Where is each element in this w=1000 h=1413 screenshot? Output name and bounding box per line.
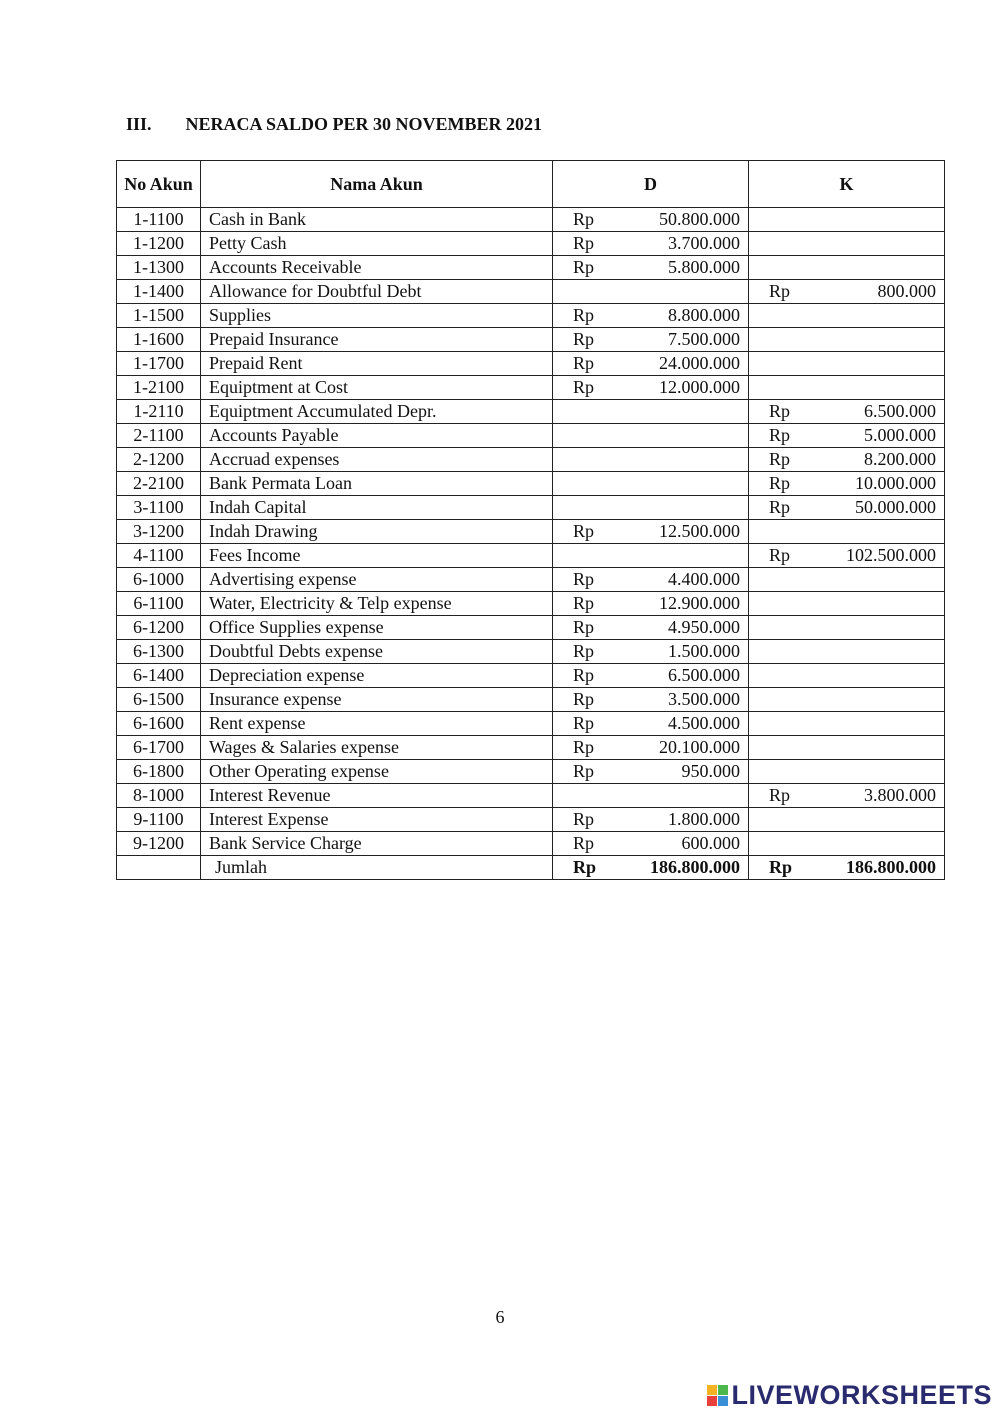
debit-amount <box>553 304 749 328</box>
account-no: 1-2100 <box>117 376 201 400</box>
debit-amount <box>553 544 749 568</box>
section-title: NERACA SALDO PER 30 NOVEMBER 2021 <box>185 114 543 134</box>
credit-amount <box>749 376 945 400</box>
currency-label: Rp <box>573 665 595 685</box>
header-debit: D <box>553 161 749 208</box>
header-credit: K <box>749 161 945 208</box>
table-row <box>117 592 945 616</box>
credit-amount <box>749 496 945 520</box>
debit-amount <box>553 664 749 688</box>
section-heading <box>126 114 542 135</box>
account-name: Bank Service Charge <box>201 832 553 856</box>
debit-amount-value: 1.800.000 <box>668 809 740 829</box>
debit-amount-value: 6.500.000 <box>668 665 740 685</box>
header-account-no: No Akun <box>117 161 201 208</box>
debit-amount-value: 50.800.000 <box>659 209 740 229</box>
currency-label: Rp <box>573 257 595 277</box>
account-name: Rent expense <box>201 712 553 736</box>
account-no: 6-1600 <box>117 712 201 736</box>
account-name: Interest Revenue <box>201 784 553 808</box>
account-no: 1-2110 <box>117 400 201 424</box>
debit-amount <box>553 424 749 448</box>
credit-amount <box>749 736 945 760</box>
table-row <box>117 520 945 544</box>
currency-label: Rp <box>769 449 791 469</box>
currency-label: Rp <box>769 281 791 301</box>
debit-amount <box>553 832 749 856</box>
account-no: 1-1600 <box>117 328 201 352</box>
credit-amount <box>749 232 945 256</box>
account-name: Accounts Receivable <box>201 256 553 280</box>
debit-amount-value: 4.500.000 <box>668 713 740 733</box>
credit-amount <box>749 472 945 496</box>
account-name: Prepaid Insurance <box>201 328 553 352</box>
debit-amount <box>553 760 749 784</box>
total-debit-value: 186.800.000 <box>650 857 740 877</box>
brand-tile-e <box>718 1396 728 1406</box>
credit-amount <box>749 640 945 664</box>
account-name: Supplies <box>201 304 553 328</box>
table-row <box>117 664 945 688</box>
debit-amount <box>553 688 749 712</box>
currency-label: Rp <box>573 569 595 589</box>
account-no: 6-1500 <box>117 688 201 712</box>
account-name: Doubtful Debts expense <box>201 640 553 664</box>
account-no: 6-1700 <box>117 736 201 760</box>
total-debit <box>553 856 749 880</box>
currency-label: Rp <box>573 521 595 541</box>
table-row <box>117 376 945 400</box>
account-no: 6-1800 <box>117 760 201 784</box>
table-row <box>117 232 945 256</box>
table-row <box>117 400 945 424</box>
debit-amount <box>553 352 749 376</box>
currency-label: Rp <box>769 425 791 445</box>
debit-amount-value: 3.500.000 <box>668 689 740 709</box>
debit-amount-value: 600.000 <box>681 833 740 853</box>
brand-logo-icon <box>707 1385 728 1406</box>
debit-amount <box>553 472 749 496</box>
currency-label: Rp <box>573 617 595 637</box>
debit-amount-value: 4.950.000 <box>668 617 740 637</box>
table-row <box>117 352 945 376</box>
table-row <box>117 736 945 760</box>
currency-label: Rp <box>573 761 595 781</box>
credit-amount <box>749 520 945 544</box>
account-no: 6-1400 <box>117 664 201 688</box>
debit-amount <box>553 232 749 256</box>
currency-label: Rp <box>573 377 595 397</box>
debit-amount <box>553 520 749 544</box>
liveworksheets-logo <box>707 1380 992 1411</box>
currency-label: Rp <box>573 233 595 253</box>
debit-amount <box>553 208 749 232</box>
credit-amount-value: 102.500.000 <box>846 545 936 565</box>
currency-label: Rp <box>573 689 595 709</box>
currency-label: Rp <box>573 353 595 373</box>
debit-amount <box>553 592 749 616</box>
account-name: Bank Permata Loan <box>201 472 553 496</box>
table-row <box>117 328 945 352</box>
debit-amount <box>553 448 749 472</box>
account-name: Insurance expense <box>201 688 553 712</box>
page-number: 6 <box>495 1307 505 1327</box>
table-row <box>117 448 945 472</box>
account-name: Indah Drawing <box>201 520 553 544</box>
debit-amount-value: 12.000.000 <box>659 377 740 397</box>
credit-amount <box>749 760 945 784</box>
total-label: Jumlah <box>201 856 553 880</box>
credit-amount-value: 8.200.000 <box>864 449 936 469</box>
table-row <box>117 640 945 664</box>
account-name: Allowance for Doubtful Debt <box>201 280 553 304</box>
currency-label: Rp <box>573 713 595 733</box>
currency-label: Rp <box>573 857 597 877</box>
currency-label: Rp <box>769 545 791 565</box>
currency-label: Rp <box>573 209 595 229</box>
credit-amount-value: 6.500.000 <box>864 401 936 421</box>
debit-amount <box>553 256 749 280</box>
credit-amount-value: 10.000.000 <box>855 473 936 493</box>
debit-amount <box>553 496 749 520</box>
debit-amount <box>553 712 749 736</box>
account-no: 1-1200 <box>117 232 201 256</box>
debit-amount <box>553 376 749 400</box>
credit-amount <box>749 832 945 856</box>
credit-amount-value: 800.000 <box>877 281 936 301</box>
table-row <box>117 496 945 520</box>
account-name: Water, Electricity & Telp expense <box>201 592 553 616</box>
credit-amount <box>749 328 945 352</box>
table-row <box>117 712 945 736</box>
table-body <box>117 208 945 880</box>
debit-amount-value: 24.000.000 <box>659 353 740 373</box>
brand-tile-l <box>707 1385 717 1395</box>
table-row <box>117 784 945 808</box>
credit-amount <box>749 208 945 232</box>
credit-amount <box>749 568 945 592</box>
table-row <box>117 280 945 304</box>
credit-amount <box>749 280 945 304</box>
credit-amount <box>749 304 945 328</box>
debit-amount-value: 3.700.000 <box>668 233 740 253</box>
table-row <box>117 208 945 232</box>
account-name: Accruad expenses <box>201 448 553 472</box>
currency-label: Rp <box>573 593 595 613</box>
currency-label: Rp <box>573 809 595 829</box>
account-name: Office Supplies expense <box>201 616 553 640</box>
credit-amount <box>749 664 945 688</box>
account-name: Fees Income <box>201 544 553 568</box>
currency-label: Rp <box>573 305 595 325</box>
account-no: 6-1200 <box>117 616 201 640</box>
account-no: 3-1200 <box>117 520 201 544</box>
debit-amount <box>553 616 749 640</box>
total-credit <box>749 856 945 880</box>
account-no: 6-1000 <box>117 568 201 592</box>
section-number: III. <box>126 114 152 134</box>
debit-amount <box>553 784 749 808</box>
account-name: Wages & Salaries expense <box>201 736 553 760</box>
total-no-cell <box>117 856 201 880</box>
account-name: Advertising expense <box>201 568 553 592</box>
debit-amount-value: 12.500.000 <box>659 521 740 541</box>
currency-label: Rp <box>573 833 595 853</box>
account-no: 1-1700 <box>117 352 201 376</box>
credit-amount <box>749 808 945 832</box>
account-no: 1-1500 <box>117 304 201 328</box>
account-no: 8-1000 <box>117 784 201 808</box>
debit-amount-value: 20.100.000 <box>659 737 740 757</box>
brand-tile-v <box>707 1396 717 1406</box>
account-name: Other Operating expense <box>201 760 553 784</box>
account-no: 2-1200 <box>117 448 201 472</box>
account-no: 9-1200 <box>117 832 201 856</box>
account-no: 2-1100 <box>117 424 201 448</box>
credit-amount <box>749 400 945 424</box>
account-no: 4-1100 <box>117 544 201 568</box>
table-row <box>117 568 945 592</box>
account-no: 1-1300 <box>117 256 201 280</box>
trial-balance-table <box>116 160 945 880</box>
debit-amount-value: 4.400.000 <box>668 569 740 589</box>
credit-amount-value: 5.000.000 <box>864 425 936 445</box>
debit-amount <box>553 328 749 352</box>
credit-amount <box>749 592 945 616</box>
account-name: Interest Expense <box>201 808 553 832</box>
currency-label: Rp <box>769 473 791 493</box>
table-row <box>117 544 945 568</box>
currency-label: Rp <box>769 497 791 517</box>
credit-amount <box>749 352 945 376</box>
account-name: Equiptment Accumulated Depr. <box>201 400 553 424</box>
debit-amount-value: 5.800.000 <box>668 257 740 277</box>
account-no: 1-1100 <box>117 208 201 232</box>
account-no: 2-2100 <box>117 472 201 496</box>
currency-label: Rp <box>769 785 791 805</box>
table-row <box>117 808 945 832</box>
credit-amount <box>749 616 945 640</box>
debit-amount <box>553 640 749 664</box>
account-no: 9-1100 <box>117 808 201 832</box>
header-account-name: Nama Akun <box>201 161 553 208</box>
debit-amount <box>553 400 749 424</box>
debit-amount-value: 1.500.000 <box>668 641 740 661</box>
currency-label: Rp <box>573 737 595 757</box>
account-name: Petty Cash <box>201 232 553 256</box>
credit-amount <box>749 256 945 280</box>
credit-amount-value: 3.800.000 <box>864 785 936 805</box>
table-row <box>117 688 945 712</box>
account-no: 3-1100 <box>117 496 201 520</box>
account-name: Cash in Bank <box>201 208 553 232</box>
total-credit-value: 186.800.000 <box>846 857 936 877</box>
credit-amount-value: 50.000.000 <box>855 497 936 517</box>
debit-amount <box>553 808 749 832</box>
table-row <box>117 472 945 496</box>
credit-amount <box>749 688 945 712</box>
table-row <box>117 760 945 784</box>
credit-amount <box>749 784 945 808</box>
brand-text: LIVEWORKSHEETS <box>731 1380 992 1410</box>
credit-amount <box>749 448 945 472</box>
account-no: 6-1100 <box>117 592 201 616</box>
currency-label: Rp <box>769 857 793 877</box>
table-row <box>117 304 945 328</box>
account-name: Accounts Payable <box>201 424 553 448</box>
table-row <box>117 616 945 640</box>
debit-amount <box>553 568 749 592</box>
account-name: Indah Capital <box>201 496 553 520</box>
currency-label: Rp <box>573 329 595 349</box>
debit-amount-value: 950.000 <box>681 761 740 781</box>
table-header-row <box>117 161 945 208</box>
debit-amount <box>553 736 749 760</box>
total-row <box>117 856 945 880</box>
credit-amount <box>749 424 945 448</box>
credit-amount <box>749 712 945 736</box>
currency-label: Rp <box>573 641 595 661</box>
debit-amount <box>553 280 749 304</box>
debit-amount-value: 12.900.000 <box>659 593 740 613</box>
table-row <box>117 256 945 280</box>
account-name: Equiptment at Cost <box>201 376 553 400</box>
debit-amount-value: 7.500.000 <box>668 329 740 349</box>
account-no: 1-1400 <box>117 280 201 304</box>
debit-amount-value: 8.800.000 <box>668 305 740 325</box>
account-name: Prepaid Rent <box>201 352 553 376</box>
currency-label: Rp <box>769 401 791 421</box>
table-row <box>117 832 945 856</box>
table-row <box>117 424 945 448</box>
account-no: 6-1300 <box>117 640 201 664</box>
credit-amount <box>749 544 945 568</box>
brand-tile-i <box>718 1385 728 1395</box>
account-name: Depreciation expense <box>201 664 553 688</box>
